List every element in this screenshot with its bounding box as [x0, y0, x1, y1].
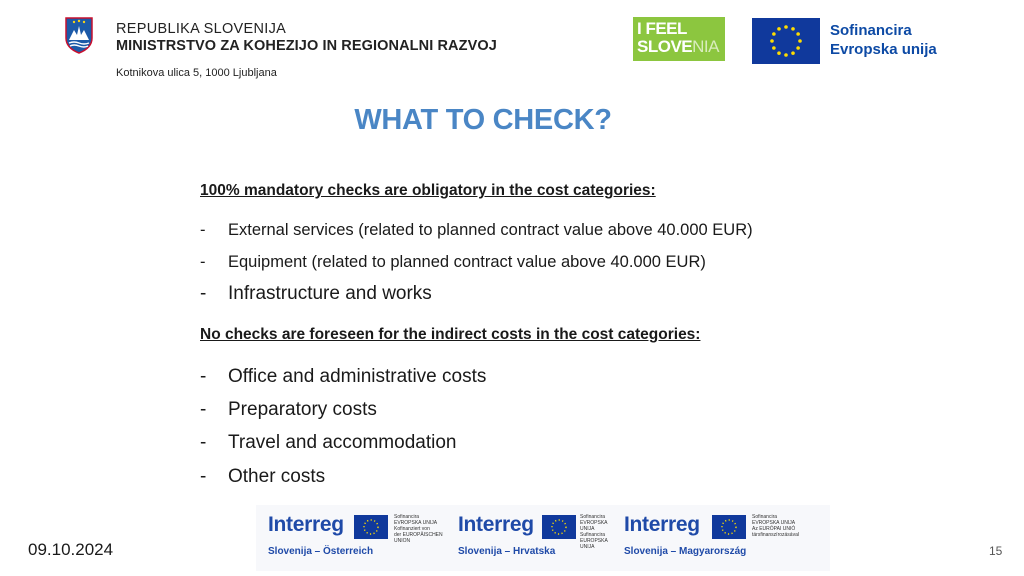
slide-title: WHAT TO CHECK? [354, 104, 612, 136]
page-number: 15 [989, 544, 1003, 558]
programme-region: Slovenija – Magyarország [624, 546, 747, 557]
eu-flag-icon [354, 515, 388, 539]
list-item: - Infrastructure and works [200, 283, 432, 304]
eu-cofinancing-note: Sofinancira EVROPSKA UNIJA Kofinanziert von der EUROPÄISCHEN UNION [394, 514, 443, 544]
list-item: - Equipment (related to planned contract value above 40.000 EUR) [200, 253, 706, 271]
eu-star [796, 32, 800, 36]
eu-star [796, 46, 800, 50]
eu-cofinanced-line-2: Evropska unija [830, 41, 937, 58]
eu-star [777, 27, 781, 31]
ministry-address: Kotnikova ulica 5, 1000 Ljubljana [116, 67, 277, 79]
eu-cofinancing-note: Sofinancira EVROPSKA UNIJA Az EURÓPAI UNIÓ társfinanszírozásával [752, 514, 799, 538]
ministry-line-1: REPUBLIKA SLOVENIJA [116, 21, 287, 37]
list-item: - External services (related to planned contract value above 40.000 EUR) [200, 221, 753, 239]
eu-star [770, 39, 774, 43]
eu-flag-icon [712, 515, 746, 539]
eu-star [777, 51, 781, 55]
eu-star [791, 51, 795, 55]
list-item: - Office and administrative costs [200, 366, 487, 387]
list-item: - Preparatory costs [200, 399, 377, 420]
ministry-line-2: MINISTRSTVO ZA KOHEZIJO IN REGIONALNI RAZVOJ [116, 38, 497, 54]
list-item: - Travel and accommodation [200, 432, 457, 453]
eu-star [784, 25, 788, 29]
programme-region: Slovenija – Hrvatska [458, 546, 556, 557]
list-item: - Other costs [200, 466, 326, 487]
eu-star [784, 53, 788, 57]
eu-cofinanced-line-1: Sofinancira [830, 22, 912, 39]
eu-flag-icon [542, 515, 576, 539]
interreg-logo-si-at [256, 505, 444, 571]
interreg-logos-strip [256, 505, 830, 571]
programme-region: Slovenija – Österreich [268, 546, 374, 557]
interreg-logo-si-hr [446, 505, 616, 571]
ifs-line-1: I FEEL [637, 19, 687, 38]
i-feel-slovenia-logo [633, 17, 731, 67]
interreg-word: Interreg [458, 513, 534, 536]
eu-star [772, 32, 776, 36]
interreg-word: Interreg [624, 513, 700, 536]
eu-star [772, 46, 776, 50]
interreg-word: Interreg [268, 513, 344, 536]
mandatory-checks-heading: 100% mandatory checks are obligatory in the cost categories: [200, 182, 656, 199]
no-checks-heading: No checks are foreseen for the indirect costs in the cost categories: [200, 326, 701, 343]
eu-star [798, 39, 802, 43]
eu-cofinancing-note: Sofinancira EVROPSKA UNIJA Sufinancira EUROPSKA UNIJA [580, 514, 608, 550]
ifs-line-2: SLOVENIA [637, 37, 719, 56]
eu-flag-icon [752, 18, 820, 64]
eu-star [791, 27, 795, 31]
interreg-logo-si-hu [612, 505, 826, 571]
slide-date: 09.10.2024 [28, 540, 114, 559]
slovenia-coat-of-arms-icon [64, 16, 94, 54]
